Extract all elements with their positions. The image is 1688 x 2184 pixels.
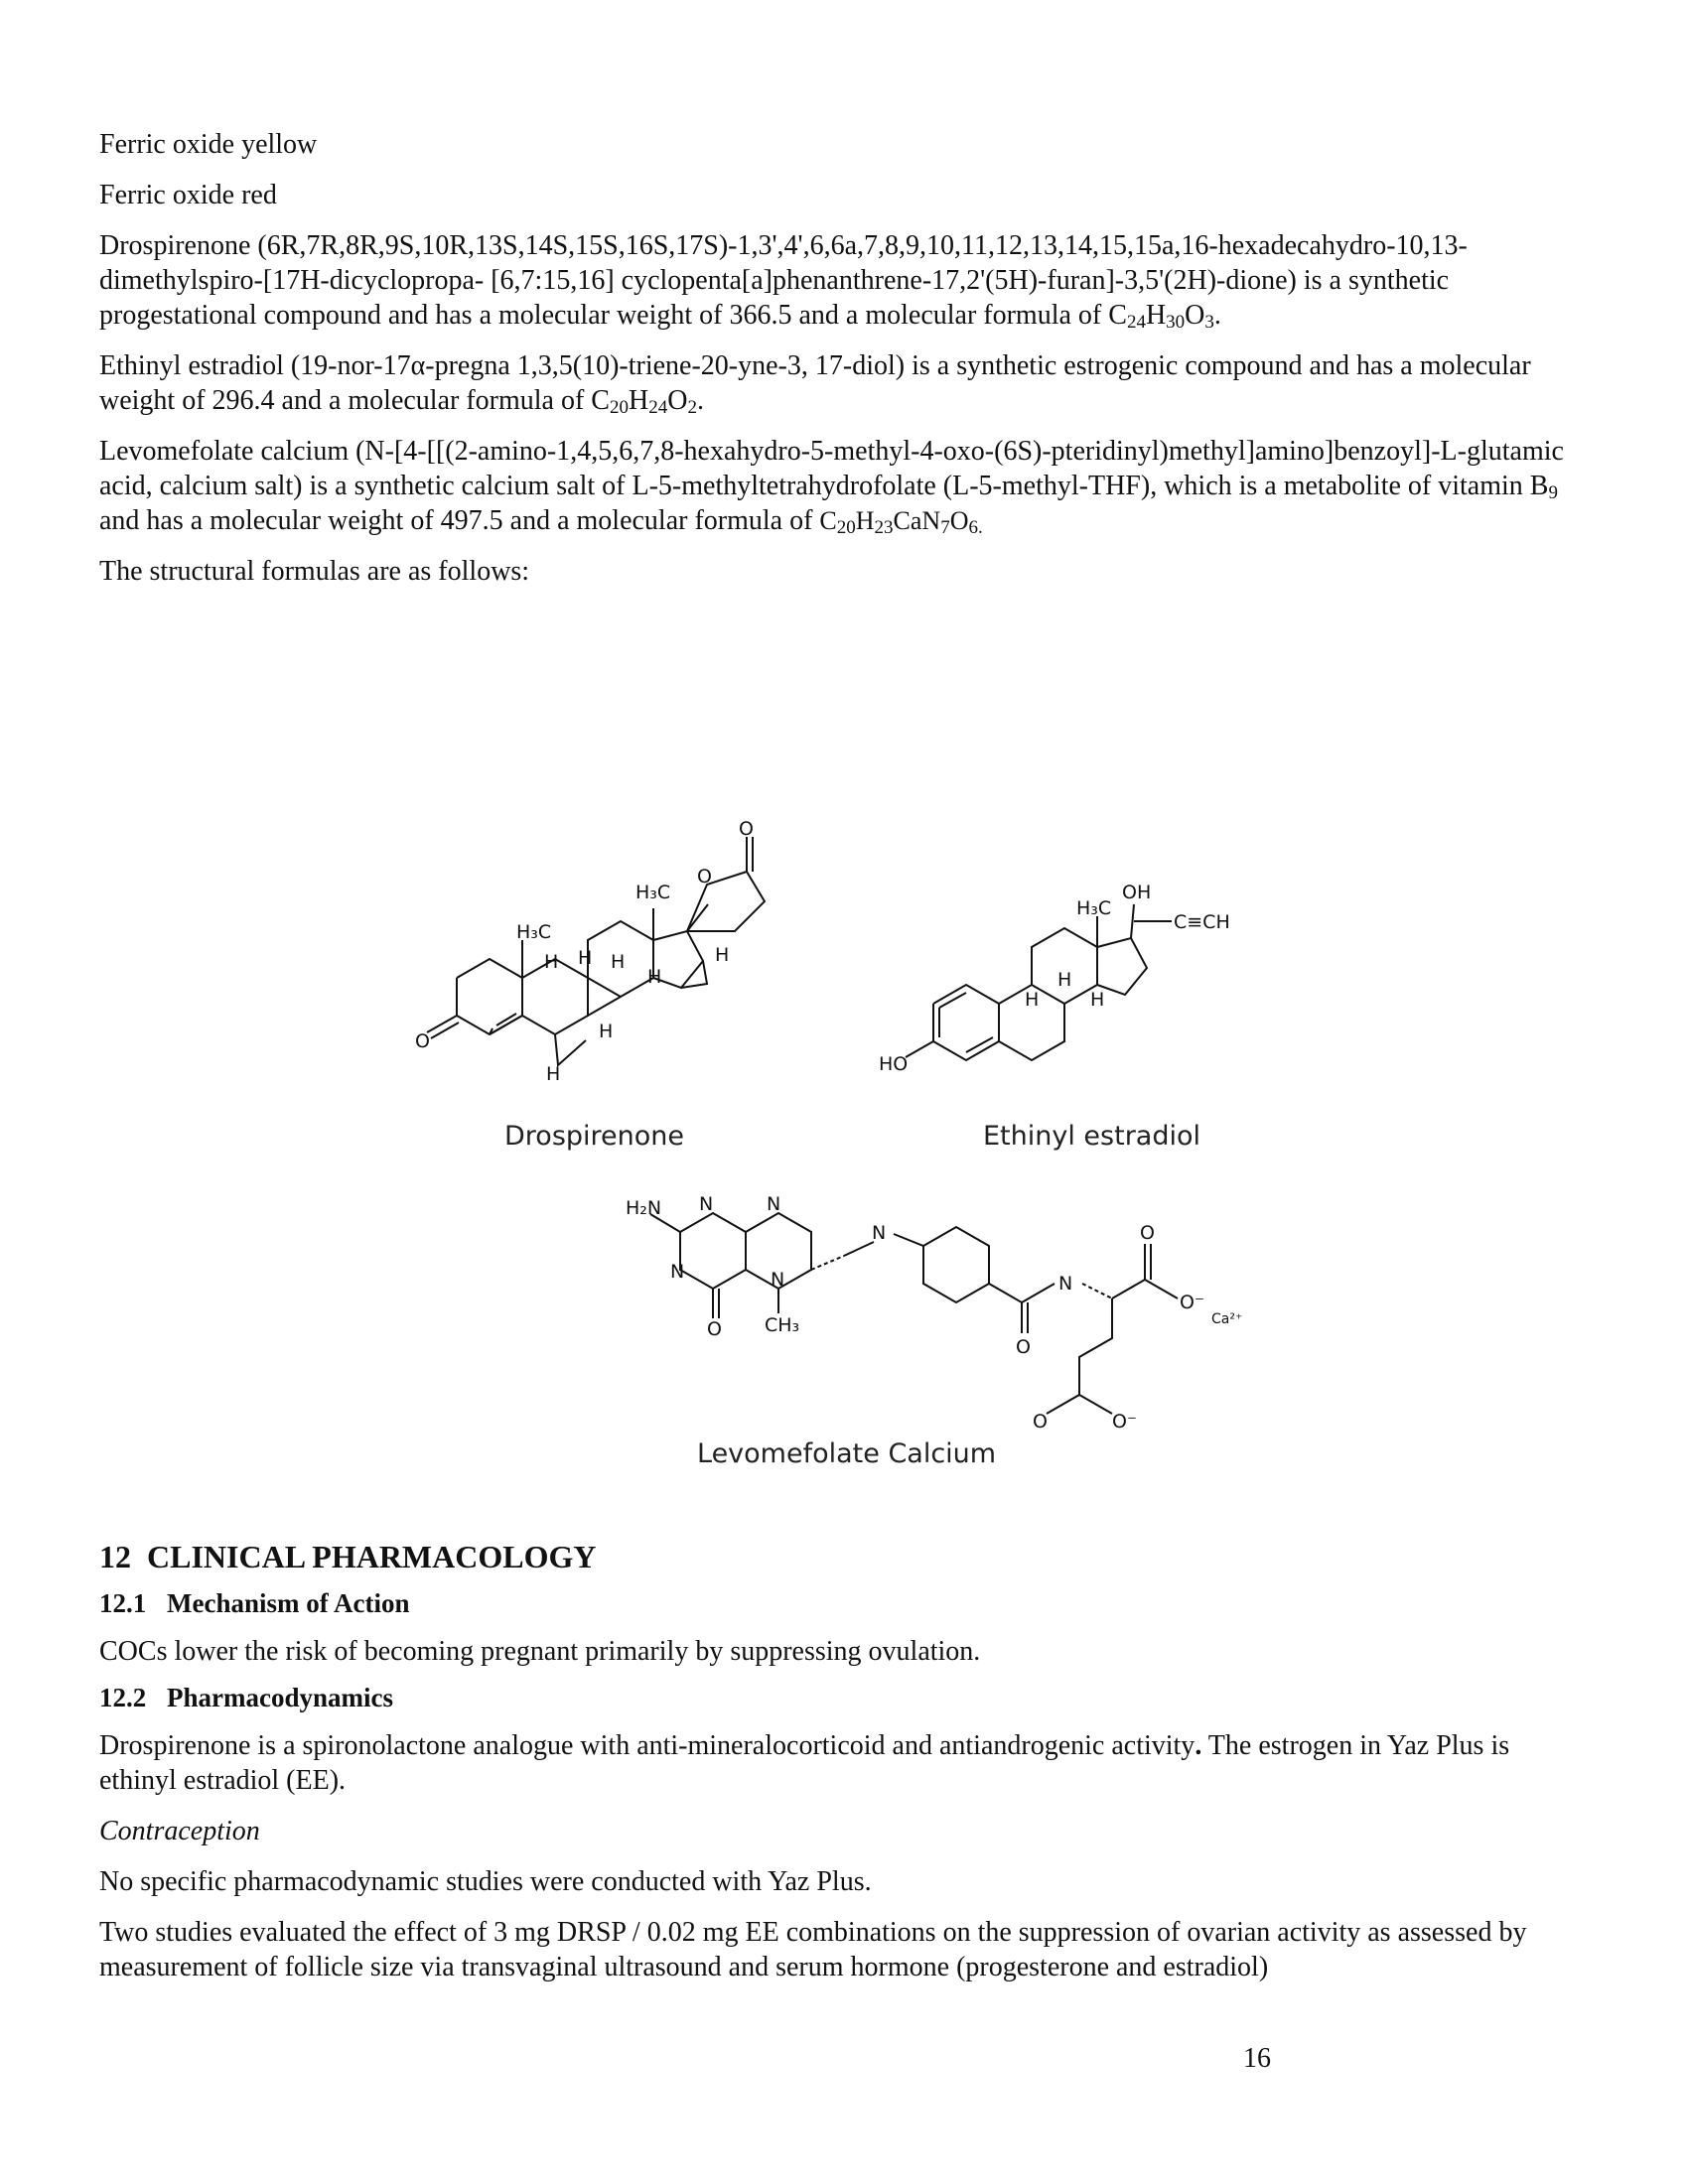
drsp-h-2: H (578, 947, 593, 969)
lev-n-2: N (767, 1193, 781, 1215)
levomefolate-structure (626, 1193, 1242, 1469)
ethinyl-estradiol-text: Ethinyl estradiol (19-nor-17α-pregna 1,3,5(10)-triene-20-yne-3, 17-diol) is a synthetic estrogenic compound and has a molecular weight of 296.4 and a molecular formula of (99, 350, 1531, 416)
lev-methyl-label: CH₃ (765, 1314, 800, 1336)
ingredient-ferric-oxide-red: Ferric oxide red (99, 180, 277, 210)
structures-svg (99, 589, 1569, 1537)
levomefolate-label: Levomefolate Calcium (697, 1438, 997, 1469)
ee-hydroxyl-label: OH (1122, 882, 1152, 903)
levomefolate-formula: $C_{20}H_{23}CaN_7O_{6.}$ (819, 506, 983, 538)
ee-h-3: H (1090, 989, 1105, 1011)
lev-n-3: N (670, 1261, 685, 1283)
contraception-heading: Contraception (99, 1816, 260, 1846)
mechanism-text: COCs lower the risk of becoming pregnant primarily by suppressing ovulation. (99, 1636, 981, 1667)
lev-carbonyl-o-2: O (1016, 1336, 1031, 1358)
lev-n-1: N (699, 1193, 714, 1215)
ee-methyl-label: H₃C (1076, 897, 1112, 919)
drsp-h-1: H (544, 951, 559, 973)
ee-ethynyl-label: C≡CH (1174, 911, 1230, 933)
ingredient-ferric-oxide-yellow: Ferric oxide yellow (99, 129, 318, 160)
drsp-h-3: H (611, 951, 626, 973)
drsp-methyl-label-2: H₃C (635, 882, 671, 903)
ethinyl-estradiol-label: Ethinyl estradiol (983, 1121, 1201, 1152)
calcium-ion-label: Ca²⁺ (1211, 1311, 1243, 1327)
drsp-methyl-label: H₃C (516, 921, 552, 943)
contraception-text-1: No specific pharmacodynamic studies were conducted with Yaz Plus. (99, 1866, 872, 1897)
lev-carboxylate-2: O⁻ (1112, 1411, 1137, 1433)
vitamin-b-subscript: 9 (1548, 482, 1558, 503)
drsp-ring-o: O (697, 866, 712, 887)
document-page (99, 127, 1569, 1984)
lev-carbonyl-o-3: O (1140, 1222, 1155, 1244)
ee-h-1: H (1025, 989, 1040, 1011)
drsp-h-5: H (715, 944, 730, 966)
ethinyl-estradiol-structure (879, 882, 1230, 1152)
drsp-h-7: H (546, 1063, 561, 1085)
drospirenone-label: Drospirenone (504, 1121, 684, 1152)
pharmacodynamics-text: Drospirenone is a spironolactone analogue with anti-mineralocorticoid and antiandrogenic activity. The estrogen in Yaz Plus is ethinyl estradiol (EE). (99, 1730, 1510, 1796)
drsp-h-4: H (647, 966, 662, 988)
lev-carboxylate-1: O⁻ (1180, 1292, 1204, 1313)
structural-formulas-figure (99, 589, 1569, 1537)
ethinyl-estradiol-formula: $C_{20}H_{24}O_2$. (591, 385, 704, 418)
structural-formulas-intro: The structural formulas are as follows: (99, 556, 530, 587)
lev-n-5: N (872, 1222, 887, 1244)
levomefolate-text-a: Levomefolate calcium (N-[4-[[(2-amino-1,4,5,6,7,8-hexahydro-5-methyl-4-oxo-(6S)-pteridinyl)methyl]amino]benzoyl]-L-glutamic acid, calcium salt) is a synthetic calcium salt of L-5-methyltetrahydrofolate (L-5-methyl-THF), which is a metabolite of vitamin B (99, 436, 1564, 501)
section-12-2-heading: 12.2 Pharmacodynamics (99, 1683, 393, 1712)
drsp-h-6: H (599, 1021, 614, 1042)
lev-n-6: N (1058, 1273, 1073, 1295)
drsp-carbonyl-o: O (415, 1030, 430, 1052)
ethinyl-estradiol-description (99, 348, 1569, 418)
drsp-ketone-o: O (739, 818, 754, 840)
page-number: 16 (1243, 2043, 1271, 2074)
section-12-1-heading: 12.1 Mechanism of Action (99, 1588, 410, 1618)
drospirenone-text: Drospirenone (6R,7R,8R,9S,10R,13S,14S,15S,16S,17S)-1,3',4',6,6a,7,8,9,10,11,12,13,14,15,15a,16-hexadecahydro-10,13-dimethylspiro-[17H-dicyclopropa- [6,7:15,16] cyclopenta[a]phenanthrene-17,2'(5H)-furan]-3,5'(2H)-dione) is a synthetic progestational compound and has a molecular weight of 366.5 and a molecular formula of (99, 230, 1468, 331)
drospirenone-description (99, 228, 1569, 333)
ee-h-2: H (1057, 969, 1072, 991)
drospirenone-formula: $C_{24}H_{30}O_3$. (1108, 300, 1221, 333)
lev-amine-label: H₂N (626, 1197, 662, 1219)
lev-carbonyl-o-4: O (1033, 1411, 1048, 1433)
lev-n-4: N (771, 1269, 785, 1291)
contraception-text-2: Two studies evaluated the effect of 3 mg DRSP / 0.02 mg EE combinations on the suppression of ovarian activity as assessed by measurement of follicle size via transvaginal ultrasound and serum hormone (progesterone and estradiol) (99, 1917, 1527, 1982)
levomefolate-description (99, 434, 1569, 538)
lev-carbonyl-o-1: O (707, 1318, 722, 1340)
drospirenone-structure (415, 818, 765, 1152)
levomefolate-text-b: and has a molecular weight of 497.5 and a molecular formula of (99, 505, 820, 536)
ee-phenol-label: HO (879, 1053, 909, 1075)
section-12-heading: 12 CLINICAL PHARMACOLOGY (99, 1539, 597, 1574)
